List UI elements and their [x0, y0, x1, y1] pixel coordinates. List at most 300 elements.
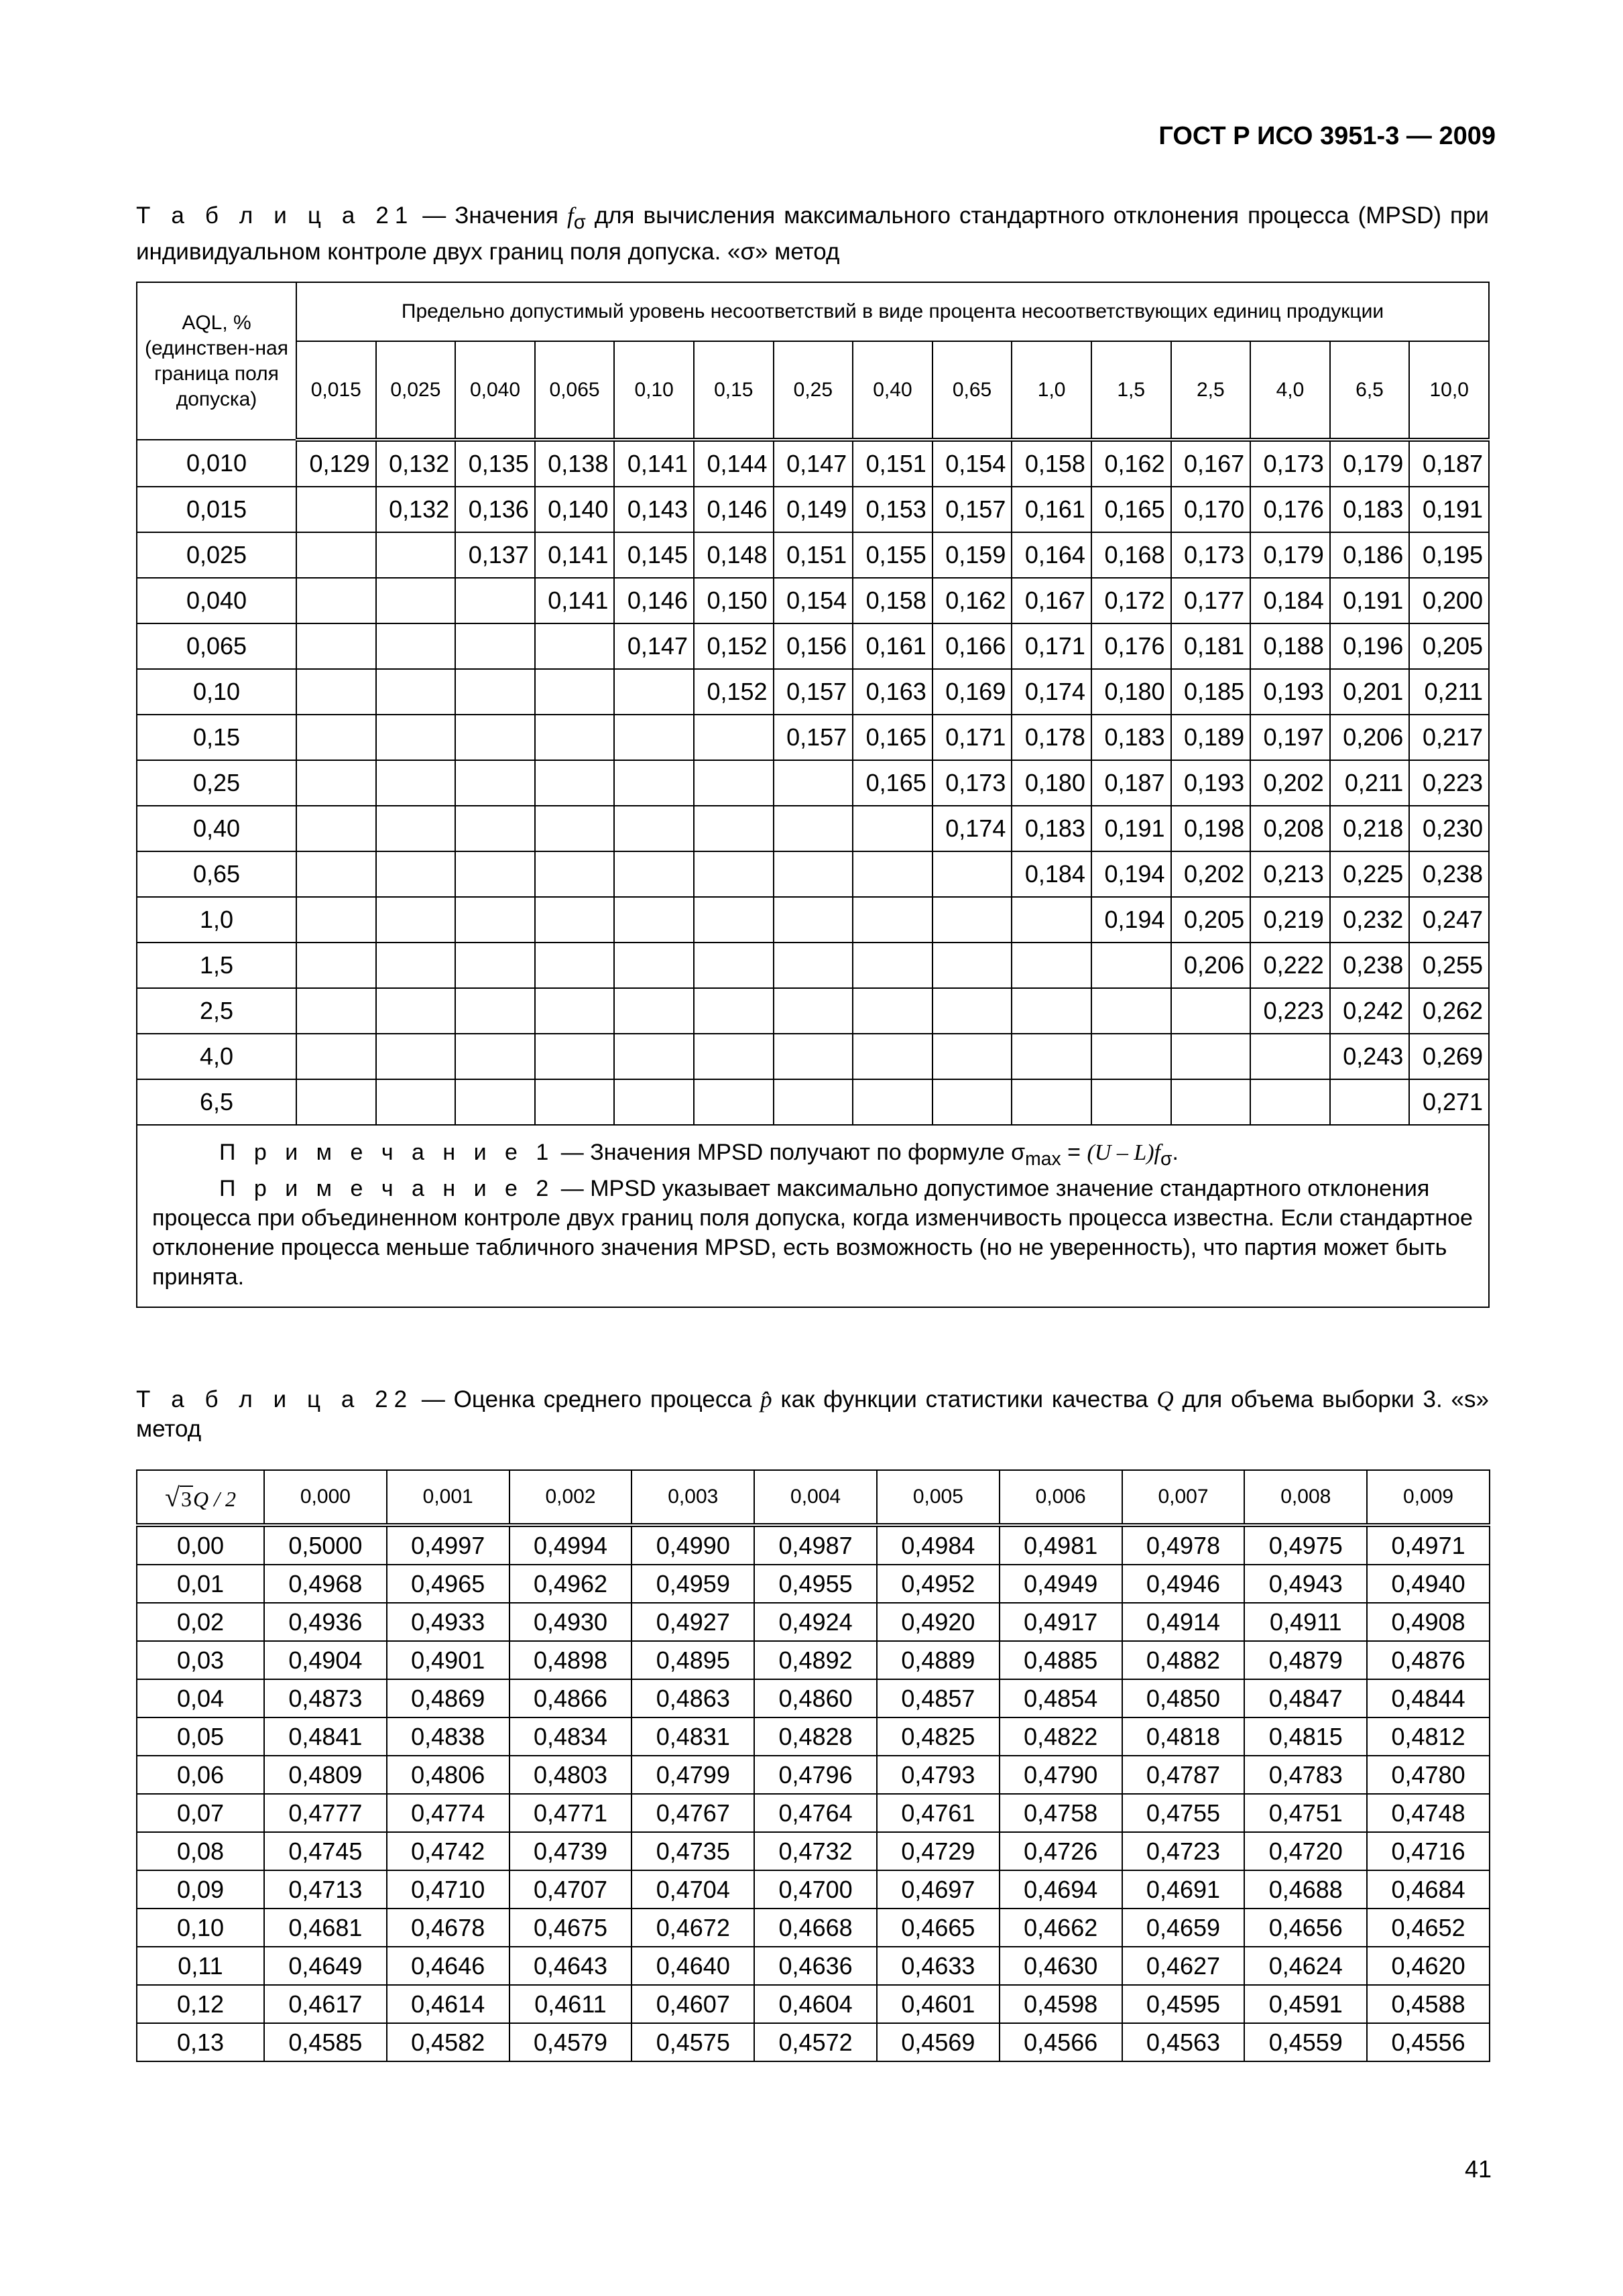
process-average-cell: 0,4990 [632, 1525, 754, 1565]
mpsd-factor-cell [376, 532, 456, 578]
mpsd-factor-cell: 0,132 [376, 440, 456, 487]
table22 [136, 1469, 1490, 2062]
mpsd-factor-cell: 0,165 [1091, 487, 1171, 532]
q-value: 0,00 [137, 1525, 264, 1565]
mpsd-factor-cell [455, 806, 535, 851]
mpsd-factor-cell [376, 715, 456, 760]
radical-sign: √ [165, 1482, 180, 1512]
mpsd-factor-cell [694, 806, 774, 851]
table-row [137, 1985, 1490, 2023]
mpsd-factor-cell [1171, 988, 1251, 1034]
q-increment-column-header: 0,006 [1000, 1470, 1122, 1525]
process-average-cell: 0,4598 [1000, 1985, 1122, 2023]
process-average-cell: 0,4732 [754, 1832, 877, 1870]
process-average-cell: 0,4700 [754, 1870, 877, 1909]
mpsd-factor-cell: 0,184 [1012, 851, 1091, 897]
defect-level-column-header: 0,065 [535, 341, 615, 440]
process-average-cell: 0,4633 [877, 1947, 1000, 1985]
mpsd-factor-cell: 0,173 [1250, 440, 1330, 487]
mpsd-factor-cell: 0,186 [1330, 532, 1410, 578]
mpsd-factor-cell: 0,183 [1012, 806, 1091, 851]
mpsd-factor-cell [376, 806, 456, 851]
process-average-cell: 0,4936 [264, 1603, 387, 1641]
process-average-cell: 0,4940 [1367, 1565, 1490, 1603]
mpsd-factor-cell [933, 943, 1012, 988]
mpsd-factor-cell [1171, 1034, 1251, 1079]
process-average-cell: 0,4981 [1000, 1525, 1122, 1565]
process-average-cell: 0,4914 [1122, 1603, 1245, 1641]
table22-caption [136, 1385, 1489, 1444]
q-increment-column-header: 0,007 [1122, 1470, 1245, 1525]
q-value: 0,08 [137, 1832, 264, 1870]
aql-header: AQL, % (единствен-ная граница поля допуска) [137, 282, 296, 440]
mpsd-factor-cell [614, 943, 694, 988]
mpsd-factor-cell [1012, 897, 1091, 943]
mpsd-factor-cell: 0,147 [774, 440, 853, 487]
process-average-cell: 0,4889 [877, 1641, 1000, 1679]
mpsd-factor-cell: 0,141 [614, 440, 694, 487]
defect-level-column-header: 0,65 [933, 341, 1012, 440]
process-average-cell: 0,4614 [387, 1985, 509, 2023]
q-increment-column-header: 0,005 [877, 1470, 1000, 1525]
table-row [137, 1947, 1490, 1985]
aql-value: 0,25 [137, 760, 296, 806]
table-row [137, 1870, 1490, 1909]
table22-label: Т а б л и ц а 22 [136, 1386, 414, 1412]
mpsd-factor-cell [774, 1034, 853, 1079]
table-row [137, 715, 1489, 760]
table-row [137, 623, 1489, 669]
table-row [137, 988, 1489, 1034]
mpsd-factor-cell: 0,165 [853, 760, 933, 806]
q-value: 0,02 [137, 1603, 264, 1641]
mpsd-factor-cell: 0,223 [1409, 760, 1489, 806]
p-hat-symbol: p̂ [760, 1386, 772, 1412]
aql-value: 2,5 [137, 988, 296, 1034]
page-number: 41 [1464, 2155, 1492, 2183]
process-average-cell: 0,4780 [1367, 1756, 1490, 1794]
mpsd-factor-cell [774, 897, 853, 943]
mpsd-factor-cell: 0,151 [853, 440, 933, 487]
mpsd-factor-cell [694, 988, 774, 1034]
process-average-cell: 0,4908 [1367, 1603, 1490, 1641]
process-average-cell: 0,4844 [1367, 1679, 1490, 1717]
table-row [137, 851, 1489, 897]
mpsd-factor-cell [296, 487, 376, 532]
process-average-cell: 0,4627 [1122, 1947, 1245, 1985]
mpsd-factor-cell: 0,188 [1250, 623, 1330, 669]
process-average-cell: 0,4806 [387, 1756, 509, 1794]
process-average-cell: 0,4764 [754, 1794, 877, 1832]
process-average-cell: 0,4812 [1367, 1717, 1490, 1756]
process-average-cell: 0,4704 [632, 1870, 754, 1909]
process-average-cell: 0,4933 [387, 1603, 509, 1641]
note-1-formula: (U – L)f [1087, 1140, 1160, 1165]
mpsd-factor-cell [296, 578, 376, 623]
mpsd-factor-cell [535, 851, 615, 897]
table-row [137, 2023, 1490, 2061]
process-average-cell: 0,4822 [1000, 1717, 1122, 1756]
mpsd-factor-cell: 0,191 [1091, 806, 1171, 851]
mpsd-factor-cell: 0,181 [1171, 623, 1251, 669]
process-average-cell: 0,4585 [264, 2023, 387, 2061]
process-average-cell: 0,4649 [264, 1947, 387, 1985]
mpsd-factor-cell: 0,141 [535, 532, 615, 578]
process-average-cell: 0,4675 [509, 1909, 632, 1947]
mpsd-factor-cell: 0,158 [1012, 440, 1091, 487]
mpsd-factor-cell [296, 715, 376, 760]
process-average-cell: 0,4860 [754, 1679, 877, 1717]
q-increment-column-header: 0,002 [509, 1470, 632, 1525]
process-average-cell: 0,4952 [877, 1565, 1000, 1603]
process-average-cell: 0,4863 [632, 1679, 754, 1717]
mpsd-factor-cell [1091, 988, 1171, 1034]
mpsd-factor-cell [853, 806, 933, 851]
mpsd-factor-cell: 0,158 [853, 578, 933, 623]
mpsd-factor-cell: 0,179 [1330, 440, 1410, 487]
mpsd-factor-cell: 0,187 [1409, 440, 1489, 487]
mpsd-factor-cell [535, 1079, 615, 1125]
aql-value: 0,065 [137, 623, 296, 669]
mpsd-factor-cell [614, 806, 694, 851]
mpsd-factor-cell [853, 988, 933, 1034]
mpsd-factor-cell [1012, 1034, 1091, 1079]
process-average-cell: 0,4652 [1367, 1909, 1490, 1947]
table-row [137, 897, 1489, 943]
q-value: 0,09 [137, 1870, 264, 1909]
process-average-cell: 0,4978 [1122, 1525, 1245, 1565]
process-average-cell: 0,4771 [509, 1794, 632, 1832]
process-average-cell: 0,4604 [754, 1985, 877, 2023]
process-average-cell: 0,4575 [632, 2023, 754, 2061]
table-row [137, 440, 1489, 487]
note-2-text: — MPSD указывает максимально допустимое значение стандартного отклонения процесса при объединенном контроле двух границ поля допуска, когда изменчивость процесса известна. Если стандартное отклонение процесса меньше табличного значения MPSD, есть возможность (но не уверенность), что партия может быть принята. [152, 1175, 1473, 1290]
process-average-cell: 0,4697 [877, 1870, 1000, 1909]
table21-title-after: для вычисления максимального стандартного отклонения процесса (MPSD) при индивидуальном контроле двух границ поля допуска. «σ» метод [136, 202, 1489, 265]
process-average-cell: 0,4745 [264, 1832, 387, 1870]
table-row [137, 669, 1489, 715]
mpsd-factor-cell: 0,208 [1250, 806, 1330, 851]
mpsd-factor-cell [376, 578, 456, 623]
mpsd-factor-cell: 0,179 [1250, 532, 1330, 578]
mpsd-factor-cell: 0,211 [1409, 669, 1489, 715]
mpsd-factor-cell [455, 1034, 535, 1079]
q-value: 0,12 [137, 1985, 264, 2023]
mpsd-factor-cell: 0,157 [933, 487, 1012, 532]
defect-level-column-header: 0,015 [296, 341, 376, 440]
aql-value: 0,040 [137, 578, 296, 623]
mpsd-factor-cell [535, 806, 615, 851]
table-row [137, 1756, 1490, 1794]
mpsd-factor-cell: 0,196 [1330, 623, 1410, 669]
mpsd-factor-cell: 0,193 [1171, 760, 1251, 806]
note-1-label: П р и м е ч а н и е 1 [219, 1140, 555, 1165]
mpsd-factor-cell: 0,154 [774, 578, 853, 623]
mpsd-factor-cell: 0,205 [1409, 623, 1489, 669]
process-average-cell: 0,4607 [632, 1985, 754, 2023]
corner-divide: / 2 [208, 1486, 236, 1511]
process-average-cell: 0,4796 [754, 1756, 877, 1794]
mpsd-factor-cell: 0,189 [1171, 715, 1251, 760]
mpsd-factor-cell: 0,230 [1409, 806, 1489, 851]
mpsd-factor-cell [455, 1079, 535, 1125]
q-value: 0,05 [137, 1717, 264, 1756]
mpsd-factor-cell [1091, 1079, 1171, 1125]
mpsd-factor-cell: 0,137 [455, 532, 535, 578]
mpsd-factor-cell [774, 851, 853, 897]
mpsd-factor-cell: 0,178 [1012, 715, 1091, 760]
process-average-cell: 0,4665 [877, 1909, 1000, 1947]
table-row [137, 943, 1489, 988]
process-average-cell: 0,4834 [509, 1717, 632, 1756]
process-average-cell: 0,4582 [387, 2023, 509, 2061]
process-average-cell: 0,4924 [754, 1603, 877, 1641]
mpsd-factor-cell: 0,154 [933, 440, 1012, 487]
process-average-cell: 0,4723 [1122, 1832, 1245, 1870]
note-2-label: П р и м е ч а н и е 2 [219, 1175, 555, 1201]
mpsd-factor-cell: 0,161 [853, 623, 933, 669]
table-row [137, 1565, 1490, 1603]
mpsd-factor-cell: 0,195 [1409, 532, 1489, 578]
process-average-cell: 0,4678 [387, 1909, 509, 1947]
mpsd-factor-cell: 0,146 [614, 578, 694, 623]
process-average-cell: 0,4755 [1122, 1794, 1245, 1832]
process-average-cell: 0,4739 [509, 1832, 632, 1870]
process-average-cell: 0,4774 [387, 1794, 509, 1832]
mpsd-factor-cell [376, 760, 456, 806]
table21-notes [137, 1125, 1489, 1307]
mpsd-factor-cell: 0,200 [1409, 578, 1489, 623]
mpsd-factor-cell [535, 988, 615, 1034]
mpsd-factor-cell: 0,148 [694, 532, 774, 578]
mpsd-factor-cell: 0,176 [1250, 487, 1330, 532]
process-average-cell: 0,4624 [1244, 1947, 1367, 1985]
mpsd-factor-cell [694, 760, 774, 806]
process-average-cell: 0,4713 [264, 1870, 387, 1909]
mpsd-factor-cell [614, 1079, 694, 1125]
process-average-cell: 0,4793 [877, 1756, 1000, 1794]
mpsd-factor-cell [535, 669, 615, 715]
q-increment-column-header: 0,008 [1244, 1470, 1367, 1525]
note-2 [152, 1174, 1474, 1292]
aql-value: 0,10 [137, 669, 296, 715]
defect-level-column-header: 0,025 [376, 341, 456, 440]
note-1-max-sub: max [1025, 1148, 1061, 1170]
process-average-cell: 0,4761 [877, 1794, 1000, 1832]
process-average-cell: 0,4636 [754, 1947, 877, 1985]
defect-level-column-header: 4,0 [1250, 341, 1330, 440]
mpsd-factor-cell [1171, 1079, 1251, 1125]
aql-value: 0,025 [137, 532, 296, 578]
process-average-cell: 0,4879 [1244, 1641, 1367, 1679]
mpsd-factor-cell: 0,132 [376, 487, 456, 532]
mpsd-factor-cell: 0,219 [1250, 897, 1330, 943]
mpsd-factor-cell: 0,180 [1012, 760, 1091, 806]
mpsd-factor-cell [296, 988, 376, 1034]
mpsd-factor-cell [853, 1034, 933, 1079]
mpsd-factor-cell [614, 897, 694, 943]
aql-value: 0,015 [137, 487, 296, 532]
aql-value: 1,0 [137, 897, 296, 943]
mpsd-factor-cell: 0,185 [1171, 669, 1251, 715]
table22-title-mid: как функции статистики качества [772, 1386, 1157, 1412]
process-average-cell: 0,4662 [1000, 1909, 1122, 1947]
q-value: 0,06 [137, 1756, 264, 1794]
mpsd-factor-cell [376, 1079, 456, 1125]
mpsd-factor-cell: 0,183 [1091, 715, 1171, 760]
process-average-cell: 0,4595 [1122, 1985, 1245, 2023]
mpsd-factor-cell [535, 897, 615, 943]
process-average-cell: 0,4866 [509, 1679, 632, 1717]
mpsd-factor-cell: 0,197 [1250, 715, 1330, 760]
mpsd-factor-cell: 0,243 [1330, 1034, 1410, 1079]
mpsd-factor-cell: 0,162 [933, 578, 1012, 623]
process-average-cell: 0,4630 [1000, 1947, 1122, 1985]
table-row [137, 1717, 1490, 1756]
mpsd-factor-cell [455, 760, 535, 806]
process-average-cell: 0,4588 [1367, 1985, 1490, 2023]
mpsd-factor-cell: 0,217 [1409, 715, 1489, 760]
process-average-cell: 0,4691 [1122, 1870, 1245, 1909]
mpsd-factor-cell: 0,213 [1250, 851, 1330, 897]
process-average-cell: 0,4828 [754, 1717, 877, 1756]
process-average-cell: 0,4901 [387, 1641, 509, 1679]
mpsd-factor-cell [1091, 943, 1171, 988]
mpsd-factor-cell: 0,255 [1409, 943, 1489, 988]
mpsd-factor-cell [614, 760, 694, 806]
table-row [137, 1525, 1490, 1565]
table22-title-before: — Оценка среднего процесса [413, 1386, 761, 1412]
mpsd-factor-cell [455, 851, 535, 897]
mpsd-factor-cell: 0,173 [1171, 532, 1251, 578]
mpsd-factor-cell: 0,150 [694, 578, 774, 623]
table-row [137, 1603, 1490, 1641]
mpsd-factor-cell [933, 988, 1012, 1034]
process-average-cell: 0,4885 [1000, 1641, 1122, 1679]
mpsd-factor-cell: 0,140 [535, 487, 615, 532]
defect-level-header: Предельно допустимый уровень несоответствий в виде процента несоответствующих единиц продукции [296, 282, 1489, 341]
process-average-cell: 0,4563 [1122, 2023, 1245, 2061]
process-average-cell: 0,4955 [754, 1565, 877, 1603]
mpsd-factor-cell: 0,184 [1250, 578, 1330, 623]
process-average-cell: 0,4975 [1244, 1525, 1367, 1565]
mpsd-factor-cell [296, 532, 376, 578]
process-average-cell: 0,4898 [509, 1641, 632, 1679]
process-average-cell: 0,4895 [632, 1641, 754, 1679]
mpsd-factor-cell: 0,153 [853, 487, 933, 532]
mpsd-factor-cell: 0,136 [455, 487, 535, 532]
mpsd-factor-cell [535, 715, 615, 760]
process-average-cell: 0,4857 [877, 1679, 1000, 1717]
note-1-equals: = [1061, 1140, 1087, 1165]
mpsd-factor-cell [455, 988, 535, 1034]
table-row [137, 1832, 1490, 1870]
mpsd-factor-cell [614, 715, 694, 760]
process-average-cell: 0,4882 [1122, 1641, 1245, 1679]
process-average-cell: 0,4572 [754, 2023, 877, 2061]
mpsd-factor-cell [853, 1079, 933, 1125]
defect-level-column-header: 1,0 [1012, 341, 1091, 440]
mpsd-factor-cell [774, 943, 853, 988]
table21 [136, 282, 1490, 1308]
mpsd-factor-cell [1250, 1034, 1330, 1079]
q-value: 0,07 [137, 1794, 264, 1832]
mpsd-factor-cell: 0,167 [1012, 578, 1091, 623]
mpsd-factor-cell: 0,242 [1330, 988, 1410, 1034]
process-average-cell: 0,4726 [1000, 1832, 1122, 1870]
mpsd-factor-cell: 0,171 [1012, 623, 1091, 669]
mpsd-factor-cell: 0,206 [1171, 943, 1251, 988]
mpsd-factor-cell: 0,223 [1250, 988, 1330, 1034]
mpsd-factor-cell [933, 1079, 1012, 1125]
table-row [137, 1679, 1490, 1717]
process-average-cell: 0,4946 [1122, 1565, 1245, 1603]
table22-title-after: для объема выборки 3. «s» метод [136, 1386, 1489, 1442]
process-average-cell: 0,4758 [1000, 1794, 1122, 1832]
process-average-cell: 0,4579 [509, 2023, 632, 2061]
q-value: 0,11 [137, 1947, 264, 1985]
q-symbol: Q [1156, 1386, 1174, 1412]
process-average-cell: 0,4716 [1367, 1832, 1490, 1870]
q-value: 0,10 [137, 1909, 264, 1947]
process-average-cell: 0,4987 [754, 1525, 877, 1565]
process-average-cell: 0,4643 [509, 1947, 632, 1985]
process-average-cell: 0,4841 [264, 1717, 387, 1756]
mpsd-factor-cell: 0,146 [694, 487, 774, 532]
process-average-cell: 0,4646 [387, 1947, 509, 1985]
process-average-cell: 0,4965 [387, 1565, 509, 1603]
process-average-cell: 0,4783 [1244, 1756, 1367, 1794]
document-code: ГОСТ Р ИСО 3951-3 — 2009 [1158, 122, 1496, 150]
mpsd-factor-cell [455, 623, 535, 669]
mpsd-factor-cell: 0,269 [1409, 1034, 1489, 1079]
defect-level-column-header: 1,5 [1091, 341, 1171, 440]
mpsd-factor-cell: 0,168 [1091, 532, 1171, 578]
table-row [137, 1909, 1490, 1947]
process-average-cell: 0,4591 [1244, 1985, 1367, 2023]
process-average-cell: 0,4799 [632, 1756, 754, 1794]
process-average-cell: 0,4720 [1244, 1832, 1367, 1870]
mpsd-factor-cell [1012, 1079, 1091, 1125]
process-average-cell: 0,4559 [1244, 2023, 1367, 2061]
process-average-cell: 0,4684 [1367, 1870, 1490, 1909]
mpsd-factor-cell [694, 851, 774, 897]
process-average-cell: 0,4949 [1000, 1565, 1122, 1603]
mpsd-factor-cell: 0,191 [1409, 487, 1489, 532]
process-average-cell: 0,4876 [1367, 1641, 1490, 1679]
defect-level-column-header: 0,40 [853, 341, 933, 440]
aql-value: 0,40 [137, 806, 296, 851]
process-average-cell: 0,4620 [1367, 1947, 1490, 1985]
mpsd-factor-cell [296, 806, 376, 851]
process-average-cell: 0,4767 [632, 1794, 754, 1832]
table-row [137, 806, 1489, 851]
q-increment-column-header: 0,009 [1367, 1470, 1490, 1525]
process-average-cell: 0,4659 [1122, 1909, 1245, 1947]
mpsd-factor-cell [774, 1079, 853, 1125]
process-average-cell: 0,4694 [1000, 1870, 1122, 1909]
mpsd-factor-cell [376, 988, 456, 1034]
mpsd-factor-cell: 0,174 [933, 806, 1012, 851]
mpsd-factor-cell [614, 1034, 694, 1079]
mpsd-factor-cell [933, 851, 1012, 897]
mpsd-factor-cell: 0,194 [1091, 897, 1171, 943]
mpsd-factor-cell: 0,155 [853, 532, 933, 578]
mpsd-factor-cell [455, 578, 535, 623]
process-average-cell: 0,4930 [509, 1603, 632, 1641]
mpsd-factor-cell [376, 943, 456, 988]
process-average-cell: 0,4611 [509, 1985, 632, 2023]
